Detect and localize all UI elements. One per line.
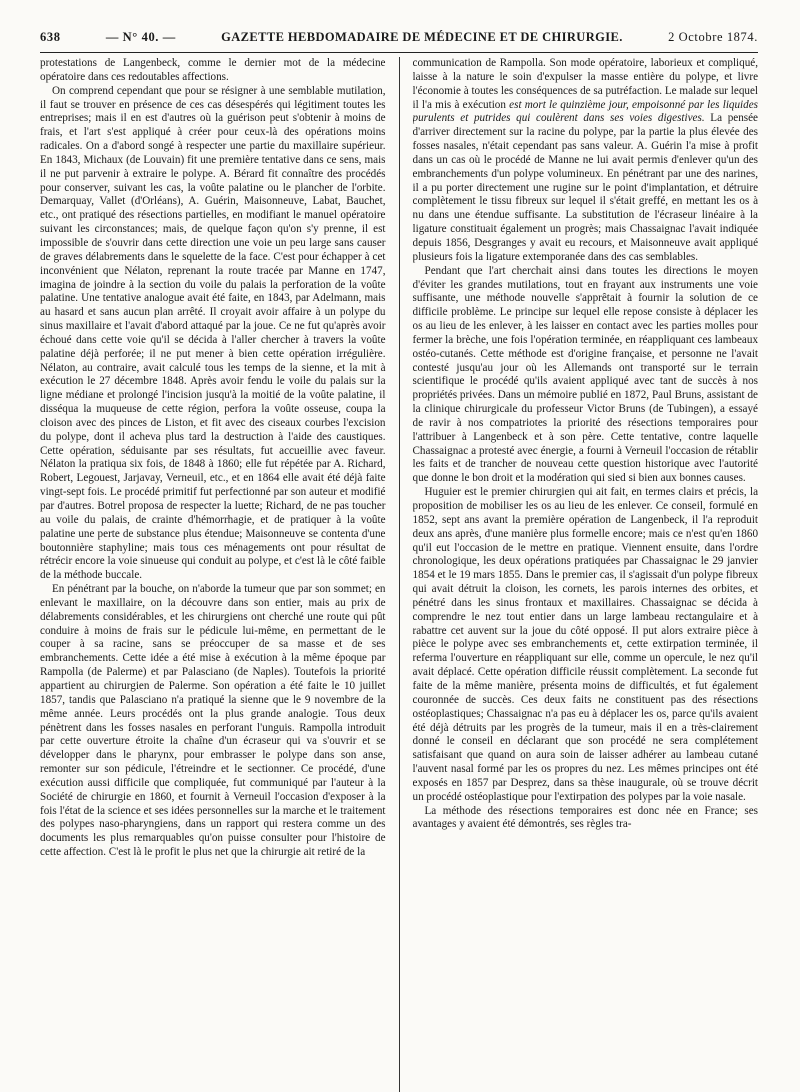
paragraph: Pendant que l'art cherchait ainsi dans toutes les directions le moyen d'éviter les grandes mutilations, tout en frayant aux instruments une voie suffisante, une méthode nouvelle s'apprêtait à fournir la solution de ce difficile problème. Le principe sur lequel elle repose consiste à déplacer les os au lieu de les enlever, à les laisser en contact avec les parties molles pour fermer la brèche, une fois l'opération terminée, en réappliquant ces lambeaux ostéo-cutanés. Cette méthode est d'origine française, et personne ne l'avait contesté jusqu'au jour où les Allemands ont transporté sur le terrain scientifique le procédé qu'ils avaient appliqué avec tant de succès à nos propriétés privées. Dans un mémoire publié en 1872, Paul Bruns, assistant de la clinique chirurgicale du professeur Victor Bruns (de Tubingen), a essayé de ravir à nos compatriotes la priorité des résections temporaires pour l'attribuer à Langenbeck et à son père. Cette tentative, contre laquelle Chassaignac a protesté avec énergie, a fourni à Verneuil l'occasion de rétablir les faits et de trancher de nouveau cette question historique avec l'autorité que donne le bon droit et la modération qui sied si bien aux bonnes causes. [412,264,758,485]
paragraph: Huguier est le premier chirurgien qui ait fait, en termes clairs et précis, la proposition de mobiliser les os au lieu de les enlever. Ce conseil, formulé en 1852, sept ans avant la première opération de Langenbeck, il l'a reproduit deux ans après, d'une manière plus formelle encore; mais ce n'est qu'en 1860 qu'il eut l'occasion de le mettre en pratique. Viennent ensuite, dans l'ordre chronologique, les deux opérations pratiquées par Chassaignac le 29 janvier 1854 et le 19 mars 1855. Dans le premier cas, il s'agissait d'un polype fibreux qui avait détruit la cloison, les cornets, les parois internes des orbites, et pénétré dans les sinus frontaux et maxillaires. Chassaignac se décida à comprendre le nez tout entier dans un large lambeau rectangulaire et à rabattre cet auvent sur la joue du côté opposé. Il put alors extraire pièce à pièce le polype avec ses embranchements et, cette extirpation terminée, il referma l'ouverture en réappliquant sur elle, comme un opercule, le nez qu'il avait déplacé. Cette opération difficile réussit complètement. La seconde fut faite de la même manière, présenta moins de difficultés, et fut également couronnée de succès. Ces deux faits ne constituent pas des résections ostéoplastiques; Chassaignac n'a pas eu à déplacer les os, parce qu'ils avaient été déjà détruits par les progrès de la tumeur, mais il en a très-clairement donné le conseil en déclarant que son procédé ne sera complétement satisfaisant que quand on aura soin de laisser adhérer au lambeau cutané l'auvent nasal formé par les os propres du nez. Les mêmes principes ont été exposés en 1857 par Desprez, dans sa thèse inaugurale, où se trouve décrit un procédé ostéoplastique pour l'extirpation des polypes par la voie nasale. [412,486,758,803]
right-column [413,57,759,1092]
column-divider [399,57,400,1092]
issue-number: — N° 40. — [105,30,176,44]
paragraph: La méthode des résections temporaires est donc née en France; ses avantages y avaient été démontrés, ses règles tra- [412,804,758,831]
paragraph [413,57,759,265]
paragraph-text: La pensée d'arriver directement sur la racine du polype, par la partie la plus élevée des fosses nasales, n'était cependant pas sans valeur. A. Guérin l'a mise à profit dans un cas où le procédé de Manne ne lui avait permis d'enlever qu'un des embranchements d'un polype volumineux. En pénétrant par une des narines, il a pu porter directement une rugine sur le point d'implantation, et détruire complètement le tissu fibreux sur lequel il s'était greffé, en mettant les os à nu dans une étendue suffisante. La substitution de l'écraseur linéaire à la ligature constituait également un progrès; mais Chassaignac l'avait indiquée depuis 1856, Desgranges y avait eu recours, et Maisonneuve avait appliqué plusieurs fois la ligature extemporanée dans des cas semblables. [412,112,758,263]
issue-date: 2 Octobre 1874. [668,30,758,44]
paragraph-text: communication de Rampolla. Son mode opératoire, laborieux et compliqué, laisse à la nature le soin d'expulser la masse entière du polype, et livre l'économie à toutes les conséquences de sa putréfaction. Le malade sur lequel il l'a mis à exécution [412,57,758,111]
italic-passage: est mort le quinzième jour, empoisonné par les liquides purulents et putrides qui coulèrent dans ses voies digestives. [412,98,758,125]
page-header [40,30,758,53]
page-number: 638 [40,30,61,44]
paragraph: On comprend cependant que pour se résigner à une semblable mutilation, il faut se trouver en présence de ces cas désespérés qui légitiment toutes les entreprises; mais il en est d'autres où la guérison peut s'obtenir à moins de frais, et l'art s'est appliqué à créer pour ceux-là des opérations moins radicales. On a d'abord songé à respecter une partie du maxillaire supérieur. En 1843, Michaux (de Louvain) fit une première tentative dans ce sens, mais il ne put parvenir à extraire le polype. A. Bérard fit connaître des procédés pour conserver, suivant les cas, la voûte palatine ou le plancher de l'orbite. Demarquay, Vallet (d'Orléans), A. Guérin, Maisonneuve, Labat, Bauchet, etc., ont pratiqué des résections partielles, en modifiant le manuel opératoire suivant les circonstances; mais, de quelque façon qu'on s'y prenne, il est impossible de s'ouvrir dans cette direction une voie un peu large sans causer de graves délabrements dans le squelette de la face. C'est pour échapper à cet inconvénient que Nélaton, reprenant la route tracée par Manne en 1747, imagina de joindre à la section du voile du palais la perforation de la voûte palatine. Une tentative analogue avait été faite, en 1843, par Adelmann, mais au hasard et sans aucun plan arrêté. Il croyait avoir affaire à un polype du sinus maxillaire et l'avait d'abord attaqué par la joue. Ce ne fut qu'après avoir échoué dans cette voie qu'il se décida à l'aller chercher à travers la voûte palatine déjà perforée; il ne put mener à bien cette opération irrégulière. Nélaton, au contraire, avait calculé tous les temps de la sienne, et la mit à exécution le 27 décembre 1848. Après avoir fendu le voile du palais sur la ligne médiane et prolongé l'incision jusqu'à la moitié de la voûte palatine, il disséqua la muqueuse de cette région, perfora la voûte osseuse, coupa la cloison avec des pinces de Liston, et fit avec des ciseaux courbes l'excision du polype, dont il acheva plus tard la destruction à l'aide des caustiques. Cette opération, séduisante par ses résultats, fut accueillie avec faveur. Nélaton la pratiqua six fois, de 1848 à 1860; elle fut répétée par A. Richard, Robert, Legouest, Jarjavay, Verneuil, etc., et en 1864 elle avait été déjà faite vingt-sept fois. Le procédé primitif fut perfectionné par son auteur et modifié par d'autres. Botrel proposa de respecter la luette; Richard, de ne pas toucher au voile du palais, de crainte d'hémorrhagie, et de pratiquer à la voûte palatine une perte de substance plus étendue; Maisonneuve se contenta d'une boutonnière staphyline; mais tous ces ménagements ont pour résultat de rétrécir encore la voie sinueuse qui conduit au polype, et c'est là le côté faible de la méthode buccale. [40,84,386,582]
journal-title: GAZETTE HEBDOMADAIRE DE MÉDECINE ET DE CHIRURGIE. [221,30,623,44]
left-column [40,57,386,1092]
text-columns [40,57,758,1092]
paragraph: protestations de Langenbeck, comme le dernier mot de la médecine opératoire dans ces redoutables affections. [40,57,386,83]
paragraph: En pénétrant par la bouche, on n'aborde la tumeur que par son sommet; en enlevant le maxillaire, on la découvre dans son entier, mais au prix de délabrements considérables, et les chirurgiens ont cherché une route qui pût conduire à moins de frais sur le pédicule lui-même, en permettant de le couper à sa racine, sans se préoccuper de sa masse et de ses embranchements. Cette idée a été mise à exécution à la même époque par Rampolla (de Palerme) et par Palasciano (de Naples). Toutefois la priorité appartient au chirurgien de Palerme. Son opération a été faite le 10 juillet 1857, tandis que Palasciano n'a pratiqué la sienne que le 9 novembre de la même année. Leurs procédés ont la plus grande analogie. Tous deux pénètrent dans les fosses nasales en perforant l'unguis. Rampolla introduit par cette ouverture étroite la chaîne d'un écraseur qui va s'ouvrir et se développer dans le pharynx, pour embrasser le polype dans son anse, remonter sur son pédicule, l'étreindre et le sectionner. Ce procédé, d'une exécution aussi difficile que compliquée, fut communiqué par l'auteur à la Société de chirurgie en 1860, et fournit à Verneuil l'occasion d'exposer à la fois l'état de la science et ses idées personnelles sur la marche et le traitement des polypes naso-pharyngiens, dans un rapport qui restera comme un des documents les plus remarquables qu'on puisse consulter pour l'histoire de cette affection. C'est là le profit le plus net que la chirurgie ait retiré de la [40,583,386,859]
